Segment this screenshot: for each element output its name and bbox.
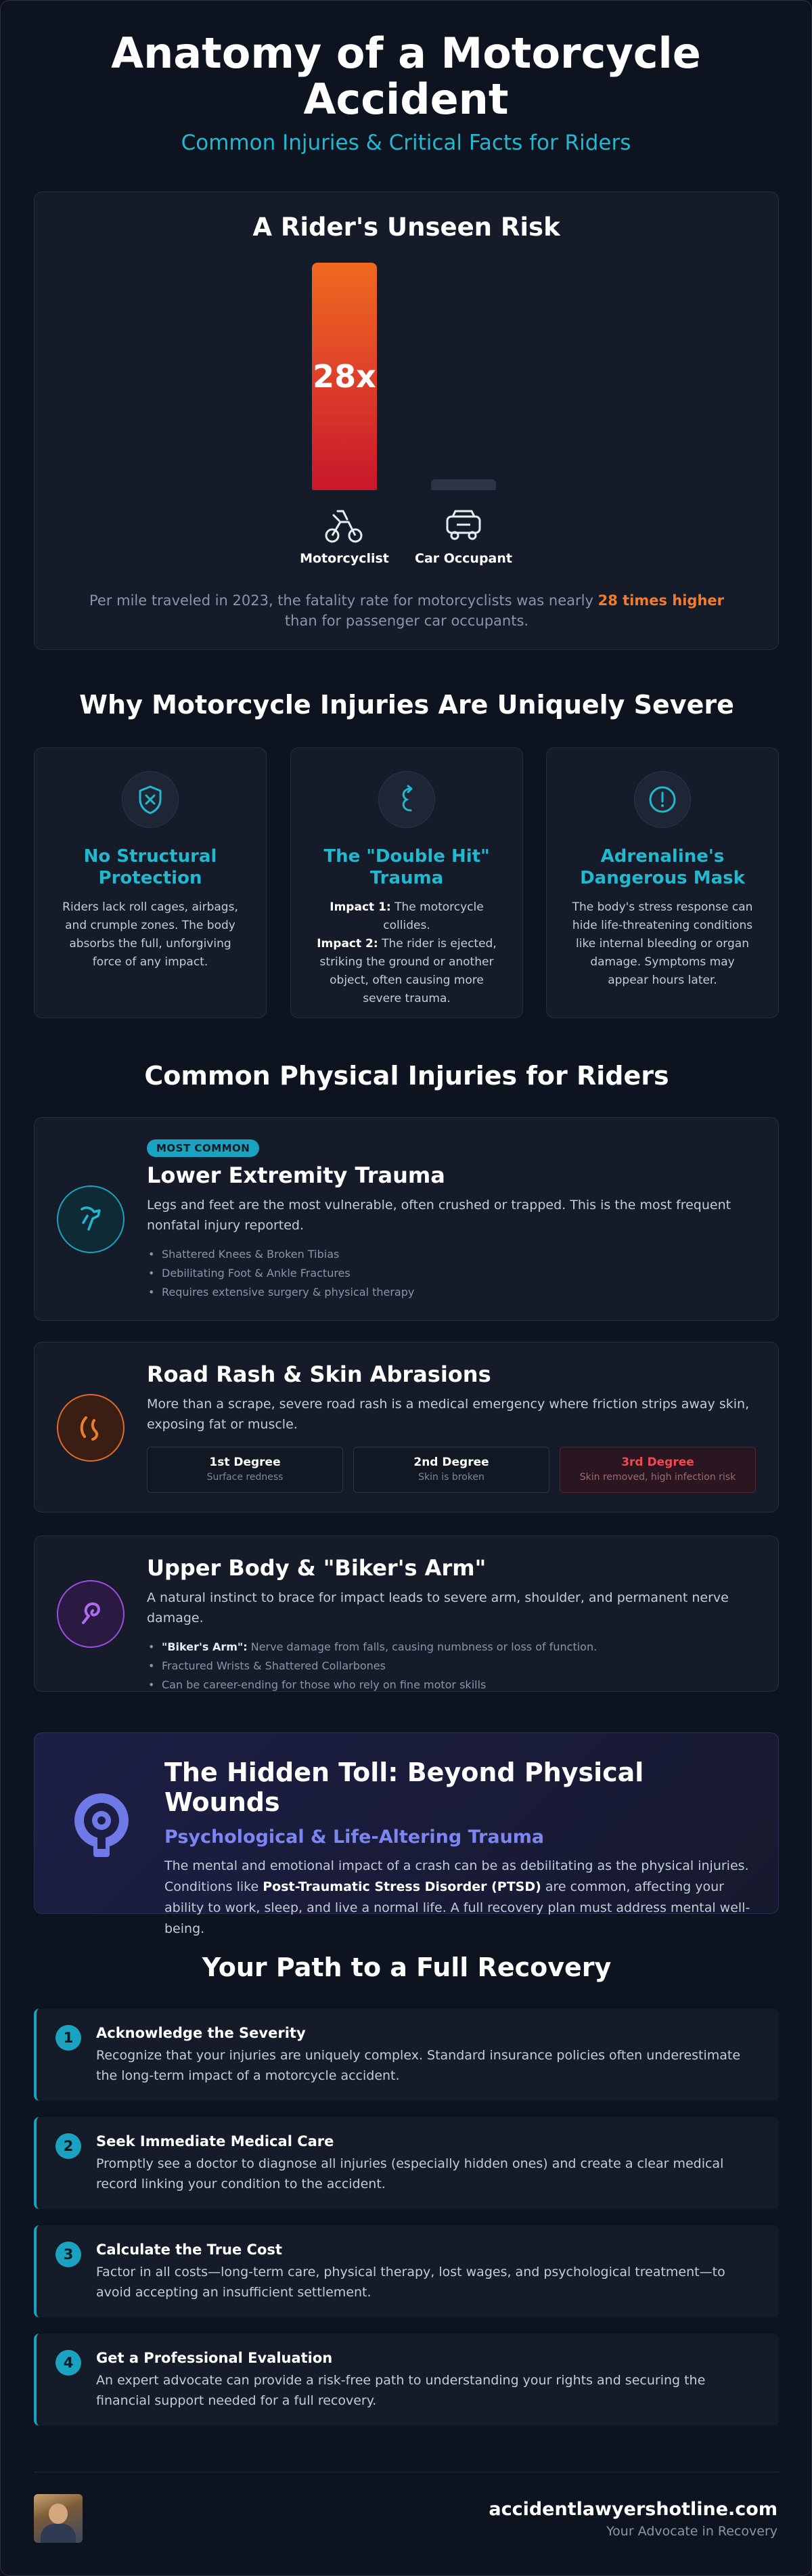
hidden-toll-card (34, 1732, 779, 1936)
car-icon (431, 505, 496, 546)
impact-1-text: The motorcycle collides. (383, 900, 484, 932)
injury-list (147, 1638, 756, 1695)
list-item: • Shattered Knees & Broken Tibias (147, 1245, 756, 1264)
step-desc: Recognize that your injuries are uniquely complex. Standard insurance policies often underestimate the long-term impact of a motorcycle accident. (96, 2048, 741, 2083)
degree-second (353, 1447, 549, 1493)
brain-icon (64, 1786, 139, 1860)
bikers-arm-text: Nerve damage from falls, causing numbness or loss of function. (247, 1640, 597, 1653)
step-title: Get a Professional Evaluation (96, 2350, 333, 2366)
step-title: Seek Immediate Medical Care (96, 2133, 334, 2149)
friction-icon (57, 1394, 125, 1462)
multiplier-label: 28x (313, 358, 376, 395)
degree-scale (147, 1447, 756, 1493)
motorcyclist-label: Motorcyclist (300, 551, 389, 566)
degree-name: 3rd Degree (621, 1456, 694, 1469)
step-desc: An expert advocate can provide a risk-free path to understanding your rights and securing the financial support needed for a full recovery. (96, 2373, 706, 2408)
step-number: 1 (55, 2025, 81, 2051)
why-title: Adrenaline's Dangerous Mask (580, 846, 745, 888)
degree-sub: Skin removed, high infection risk (579, 1472, 736, 1483)
injury-title: Upper Body & "Biker's Arm" (147, 1555, 487, 1581)
step-body (96, 2350, 759, 2411)
why-title: The "Double Hit" Trauma (323, 846, 490, 888)
avatar (34, 2494, 83, 2543)
risk-card (34, 192, 779, 650)
shield-x-icon (122, 771, 179, 828)
motorcyclist-bar (312, 263, 377, 490)
recovery-step-1 (34, 2009, 779, 2101)
degree-third (560, 1447, 756, 1493)
step-number: 2 (55, 2133, 81, 2159)
degree-sub: Surface redness (206, 1472, 284, 1483)
why-heading: Why Motorcycle Injuries Are Uniquely Severe (79, 690, 734, 720)
toll-desc-text-end: are common, affecting your ability to work, sleep, and live a normal life. A full recovery plan must address mental well-being. (164, 1879, 750, 1936)
recovery-step-3 (34, 2225, 779, 2317)
footer-site (489, 2499, 777, 2539)
degree-name: 1st Degree (209, 1456, 281, 1469)
bounce-icon (378, 771, 435, 828)
car-occupant-bar (431, 479, 496, 490)
injury-card-lower-extremity (34, 1117, 779, 1321)
why-title: No Structural Protection (83, 846, 217, 888)
injury-desc: Legs and feet are the most vulnerable, often crushed or trapped. This is the most frequent nonfatal injury reported. (147, 1198, 731, 1233)
hidden-toll-title: The Hidden Toll: Beyond Physical Wounds (164, 1758, 644, 1817)
road-rash-body (147, 1361, 756, 1493)
step-body (96, 2025, 759, 2086)
hidden-toll-body (164, 1758, 753, 1940)
why-item-double-hit (290, 747, 523, 1018)
injury-card-upper-body (34, 1535, 779, 1692)
most-common-badge: MOST COMMON (147, 1139, 259, 1157)
leg-bone-icon (57, 1185, 125, 1253)
motorcycle-icon (312, 505, 377, 546)
risk-description (89, 590, 725, 631)
page-title: Anatomy of a Motorcycle Accident (111, 28, 701, 124)
why-item-adrenaline (546, 747, 779, 1018)
header (1, 1, 811, 155)
impact-2-label: Impact 2: (317, 937, 378, 951)
risk-desc-text: Per mile traveled in 2023, the fatality rate for motorcyclists was nearly (89, 592, 598, 609)
step-body (96, 2133, 759, 2194)
degree-name: 2nd Degree (413, 1456, 489, 1469)
bikers-arm-label: "Biker's Arm": (162, 1640, 248, 1653)
toll-desc-text: The mental and emotional impact of a crash can be as debilitating as the physical injuries. Conditions like (164, 1858, 749, 1894)
list-item: • Requires extensive surgery & physical therapy (147, 1283, 756, 1302)
hidden-toll-desc (164, 1856, 753, 1940)
recovery-step-4 (34, 2334, 779, 2426)
injury-desc: More than a scrape, severe road rash is a medical emergency where friction strips away skin, exposing fat or muscle. (147, 1397, 750, 1432)
degree-sub: Skin is broken (418, 1472, 484, 1483)
injury-card-road-rash (34, 1342, 779, 1512)
injury-desc: A natural instinct to brace for impact leads to severe arm, shoulder, and permanent nerve damage. (147, 1590, 729, 1625)
degree-first (147, 1447, 343, 1493)
impact-2-text: The rider is ejected, striking the ground or another object, often causing more severe trauma. (319, 937, 497, 1005)
why-text: Riders lack roll cages, airbags, and crumple zones. The body absorbs the full, unforgiving force of any impact. (62, 900, 238, 969)
upper-body-body (147, 1555, 756, 1695)
list-item (147, 1638, 756, 1657)
why-text: The body's stress response can hide life-threatening conditions like internal bleeding or organ damage. Symptoms may appear hours later. (572, 900, 753, 987)
injury-title: Road Rash & Skin Abrasions (147, 1361, 491, 1387)
recovery-heading: Your Path to a Full Recovery (202, 1952, 612, 1982)
risk-desc-text-end: than for passenger car occupants. (284, 613, 529, 629)
list-item: • Can be career-ending for those who rely on fine motor skills (147, 1676, 756, 1695)
hidden-toll-subtitle: Psychological & Life-Altering Trauma (164, 1827, 545, 1848)
page-subtitle: Common Injuries & Critical Facts for Riders (181, 131, 631, 155)
site-link[interactable]: accidentlawyershotline.com (489, 2499, 777, 2520)
impact-1-label: Impact 1: (330, 900, 391, 914)
car-occupant-label: Car Occupant (415, 551, 512, 566)
list-item: • Debilitating Foot & Ankle Fractures (147, 1264, 756, 1283)
ptsd-label: Post-Traumatic Stress Disorder (PTSD) (263, 1879, 541, 1894)
step-body (96, 2242, 759, 2302)
step-title: Acknowledge the Severity (96, 2025, 306, 2041)
step-title: Calculate the True Cost (96, 2242, 282, 2258)
site-tagline: Your Advocate in Recovery (606, 2524, 777, 2539)
risk-highlight: 28 times higher (597, 592, 725, 609)
alert-circle-icon (634, 771, 691, 828)
step-desc: Factor in all costs—long-term care, physical therapy, lost wages, and psychological treatment—to avoid accepting an insufficient settlement. (96, 2265, 725, 2300)
step-number: 4 (55, 2350, 81, 2376)
step-desc: Promptly see a doctor to diagnose all injuries (especially hidden ones) and create a clear medical record linking your condition to the accident. (96, 2156, 724, 2191)
why-item-no-protection (34, 747, 267, 1018)
list-item: • Fractured Wrists & Shattered Collarbones (147, 1657, 756, 1676)
risk-title: A Rider's Unseen Risk (252, 213, 560, 242)
step-number: 3 (55, 2242, 81, 2267)
why-text (291, 898, 522, 1008)
recovery-step-2 (34, 2117, 779, 2209)
lower-extremity-body (147, 1139, 756, 1302)
injury-title: Lower Extremity Trauma (147, 1162, 445, 1188)
injuries-heading: Common Physical Injuries for Riders (144, 1061, 669, 1091)
injury-list (147, 1245, 756, 1302)
nerve-icon (57, 1580, 125, 1648)
